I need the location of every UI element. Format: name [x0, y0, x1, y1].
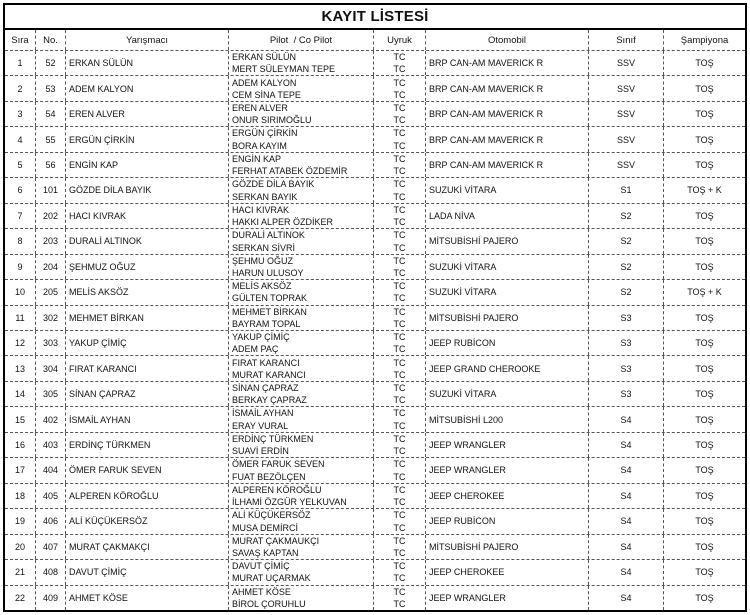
competitor-cell: ŞEHMUZ OĞUZ [65, 255, 228, 279]
car-cell: JEEP RUBİCON [425, 509, 588, 533]
table-row [5, 535, 745, 560]
copilot-name: SERKAN BAYIK [232, 191, 298, 202]
pilot-copilot-cell [228, 255, 373, 279]
class-cell: S4 [588, 458, 663, 482]
championship-cell: TOŞ [663, 306, 745, 330]
competitor-cell: AHMET KÖSE [65, 586, 228, 610]
car-cell: SUZUKİ VİTARA [425, 255, 588, 279]
pilot-name: ALPEREN KÖROĞLU [232, 484, 322, 495]
rank-cell: 11 [15, 312, 25, 323]
pilot-name: AHMET KÖSE [232, 586, 291, 597]
rank-cell: 9 [17, 261, 23, 272]
rank-cell: 10 [14, 287, 25, 298]
car-cell: JEEP WRANGLER [425, 433, 588, 457]
rank-cell: 16 [14, 440, 25, 451]
pilot-name: ENGİN KAP [232, 153, 282, 164]
pilot-name: YAKUP ÇİMİÇ [232, 332, 290, 343]
pilot-copilot-cell [228, 280, 373, 304]
pilot-name: FIRAT KARANCI [232, 357, 300, 368]
car-cell: JEEP CHEROKEE [425, 560, 588, 584]
car-cell: BRP CAN-AM MAVERICK R [425, 153, 588, 177]
championship-cell: TOŞ [663, 102, 745, 126]
competitor-cell: HACI KIVRAK [65, 204, 228, 228]
copilot-name: MURAT UÇARMAK [232, 573, 311, 584]
copilot-name: BAYRAM TOPAL [232, 318, 301, 329]
class-cell: S2 [588, 255, 663, 279]
copilot-name: SAVAŞ KAPTAN [232, 547, 299, 558]
nationality-cell [373, 484, 425, 508]
copilot-name: MUSA DEMİRCİ [232, 522, 299, 533]
competitor-cell: ADEM KALYON [65, 76, 228, 100]
start-number-cell: 405 [35, 484, 65, 508]
copilot-nationality: TC [393, 166, 406, 177]
copilot-nationality: TC [393, 64, 406, 75]
table-row [5, 280, 745, 305]
car-cell: SUZUKİ VİTARA [425, 178, 588, 202]
column-header-otomobil: Otomobil [425, 30, 588, 50]
nationality-cell [373, 51, 425, 75]
column-header-yarismaci: Yarışmacı [65, 30, 228, 50]
nationality-cell [373, 280, 425, 304]
pilot-nationality: TC [393, 510, 406, 521]
pilot-name: MELİS AKSÖZ [232, 281, 292, 292]
table-row [5, 102, 745, 127]
championship-cell: TOŞ [663, 509, 745, 533]
class-cell: S4 [588, 509, 663, 533]
pilot-name: EREN ALVER [232, 103, 288, 114]
nationality-cell [373, 204, 425, 228]
table-row [5, 306, 745, 331]
pilot-nationality: TC [393, 77, 406, 88]
copilot-name: BİROL ÇORUHLU [232, 598, 306, 609]
nationality-cell [373, 178, 425, 202]
start-number-cell: 55 [35, 127, 65, 151]
championship-cell: TOŞ [663, 153, 745, 177]
nationality-cell [373, 433, 425, 457]
class-cell: S2 [588, 204, 663, 228]
class-cell: S3 [588, 356, 663, 380]
registration-list-sheet [3, 3, 747, 612]
class-cell: S1 [588, 178, 663, 202]
class-cell: SSV [588, 102, 663, 126]
table-row [5, 433, 745, 458]
nationality-cell [373, 586, 425, 610]
table-row [5, 229, 745, 254]
class-cell: S4 [588, 407, 663, 431]
table-row [5, 407, 745, 432]
copilot-nationality: TC [393, 191, 406, 202]
pilot-nationality: TC [393, 383, 406, 393]
pilot-name: ALİ KÜÇÜKERSÖZ [232, 510, 311, 521]
championship-cell: TOŞ [663, 229, 745, 253]
rank-cell: 4 [17, 134, 23, 145]
pilot-name: DURALİ ALTINOK [232, 230, 305, 241]
nationality-cell [373, 560, 425, 584]
copilot-nationality: TC [393, 522, 406, 533]
nationality-cell [373, 102, 425, 126]
championship-cell: TOŞ [663, 407, 745, 431]
championship-cell: TOŞ [663, 255, 745, 279]
copilot-name: İLHAMİ ÖZGÜR YELKUVAN [232, 497, 347, 508]
pilot-copilot-cell [228, 153, 373, 177]
copilot-nationality: TC [393, 497, 406, 508]
pilot-name: DAVUT ÇİMİÇ [232, 561, 290, 572]
table-row [5, 127, 745, 152]
table-header-row [5, 30, 745, 51]
car-cell: MİTSUBİSHİ PAJERO [425, 535, 588, 559]
car-cell: MİTSUBİSHİ PAJERO [425, 229, 588, 253]
pilot-nationality: TC [393, 230, 406, 241]
start-number-cell: 54 [35, 102, 65, 126]
pilot-copilot-cell [228, 535, 373, 559]
pilot-name: ŞEHMU OĞUZ [232, 255, 294, 266]
pilot-name: GÖZDE DİLA BAYIK [232, 179, 315, 190]
pilot-copilot-cell [228, 586, 373, 610]
pilot-nationality: TC [393, 103, 406, 114]
table-row [5, 204, 745, 229]
pilot-copilot-cell [228, 229, 373, 253]
copilot-name: ADEM PAÇ [232, 344, 279, 355]
pilot-copilot-cell [228, 331, 373, 355]
copilot-name: MURAT KARANCI [232, 369, 306, 380]
pilot-nationality: TC [393, 128, 406, 139]
championship-cell: TOŞ [663, 484, 745, 508]
page-title: KAYIT LİSTESİ [5, 5, 745, 30]
rank-cell: 20 [14, 541, 25, 552]
copilot-name: HARUN ULUSOY [232, 267, 304, 278]
pilot-nationality: TC [393, 204, 406, 215]
pilot-copilot-cell [228, 306, 373, 330]
start-number-cell: 407 [35, 535, 65, 559]
car-cell: SUZUKİ VİTARA [425, 382, 588, 406]
start-number-cell: 403 [35, 433, 65, 457]
start-number-cell: 406 [35, 509, 65, 533]
pilot-name: MEHMET BİRKAN [232, 306, 307, 317]
car-cell: LADA NİVA [425, 204, 588, 228]
car-cell: JEEP WRANGLER [425, 458, 588, 482]
competitor-cell: ENGİN KAP [65, 153, 228, 177]
pilot-copilot-cell [228, 484, 373, 508]
copilot-nationality: TC [393, 267, 406, 278]
competitor-cell: ALİ KÜÇÜKERSÖZ [65, 509, 228, 533]
start-number-cell: 205 [35, 280, 65, 304]
pilot-name: ADEM KALYON [232, 77, 297, 88]
copilot-nationality: TC [393, 395, 406, 406]
car-cell: BRP CAN-AM MAVERICK R [425, 51, 588, 75]
pilot-nationality: TC [393, 459, 406, 470]
nationality-cell [373, 535, 425, 559]
class-cell: SSV [588, 76, 663, 100]
competitor-cell: İSMAİL AYHAN [65, 407, 228, 431]
start-number-cell: 101 [35, 178, 65, 202]
start-number-cell: 409 [35, 586, 65, 610]
pilot-nationality: TC [393, 484, 406, 495]
table-row [5, 356, 745, 381]
rank-cell: 17 [14, 465, 25, 476]
class-cell: S2 [588, 229, 663, 253]
nationality-cell [373, 407, 425, 431]
start-number-cell: 202 [35, 204, 65, 228]
pilot-copilot-cell [228, 433, 373, 457]
column-header-sampiyona: Şampiyona [663, 30, 745, 50]
championship-cell: TOŞ [663, 76, 745, 100]
copilot-nationality: TC [393, 318, 406, 329]
pilot-copilot-cell [228, 458, 373, 482]
nationality-cell [373, 255, 425, 279]
copilot-name: CEM SİNA TEPE [232, 89, 301, 100]
championship-cell: TOŞ [663, 586, 745, 610]
class-cell: S4 [588, 433, 663, 457]
rank-cell: 8 [17, 236, 23, 247]
nationality-cell [373, 76, 425, 100]
championship-cell: TOŞ [663, 356, 745, 380]
pilot-nationality: TC [393, 433, 406, 444]
copilot-nationality: TC [393, 598, 406, 609]
competitor-cell: EREN ALVER [65, 102, 228, 126]
rank-cell: 19 [14, 516, 25, 527]
start-number-cell: 304 [35, 356, 65, 380]
competitor-cell: ÖMER FARUK SEVEN [65, 458, 228, 482]
class-cell: SSV [588, 127, 663, 151]
column-header-no: No. [35, 30, 65, 50]
pilot-copilot-cell [228, 178, 373, 202]
championship-cell: TOŞ [663, 204, 745, 228]
competitor-cell: ALPEREN KÖROĞLU [65, 484, 228, 508]
pilot-copilot-cell [228, 204, 373, 228]
table-row [5, 76, 745, 101]
pilot-copilot-cell [228, 51, 373, 75]
competitor-cell: FIRAT KARANCI [65, 356, 228, 380]
pilot-nationality: TC [393, 153, 406, 164]
rank-cell: 12 [14, 338, 25, 349]
start-number-cell: 303 [35, 331, 65, 355]
rank-cell: 14 [14, 389, 25, 400]
championship-cell: TOŞ [663, 127, 745, 151]
nationality-cell [373, 331, 425, 355]
pilot-nationality: TC [393, 281, 406, 292]
copilot-name: BORA KAYIM [232, 140, 287, 151]
pilot-nationality: TC [393, 408, 406, 419]
copilot-name: SERKAN SİVRİ [232, 242, 296, 253]
pilot-name: ÖMER FARUK SEVEN [232, 459, 325, 470]
copilot-nationality: TC [393, 293, 406, 304]
pilot-copilot-cell [228, 382, 373, 406]
car-cell: JEEP GRAND CHEROOKE [425, 356, 588, 380]
table-row [5, 331, 745, 356]
rank-cell: 6 [17, 185, 23, 196]
copilot-nationality: TC [393, 471, 406, 482]
class-cell: S3 [588, 382, 663, 406]
pilot-nationality: TC [393, 255, 406, 266]
start-number-cell: 204 [35, 255, 65, 279]
championship-cell: TOŞ [663, 331, 745, 355]
nationality-cell [373, 127, 425, 151]
copilot-name: GÜLTEN TOPRAK [232, 293, 308, 304]
competitor-cell: YAKUP ÇİMİÇ [65, 331, 228, 355]
pilot-name: SİNAN ÇAPRAZ [232, 383, 299, 393]
copilot-nationality: TC [393, 547, 406, 558]
car-cell: BRP CAN-AM MAVERICK R [425, 76, 588, 100]
copilot-nationality: TC [393, 115, 406, 126]
rank-cell: 3 [17, 109, 23, 120]
table-row [5, 560, 745, 585]
copilot-nationality: TC [393, 573, 406, 584]
nationality-cell [373, 306, 425, 330]
pilot-copilot-cell [228, 509, 373, 533]
championship-cell: TOŞ [663, 535, 745, 559]
pilot-name: ERDİNÇ TÜRKMEN [232, 433, 314, 444]
championship-cell: TOŞ [663, 51, 745, 75]
table-row [5, 178, 745, 203]
car-cell: SUZUKİ VİTARA [425, 280, 588, 304]
car-cell: JEEP CHEROKEE [425, 484, 588, 508]
table-row [5, 51, 745, 76]
pilot-copilot-cell [228, 102, 373, 126]
table-row [5, 153, 745, 178]
start-number-cell: 408 [35, 560, 65, 584]
car-cell: JEEP WRANGLER [425, 586, 588, 610]
competitor-cell: SİNAN ÇAPRAZ [65, 382, 228, 406]
column-header-sira: Sıra [11, 34, 29, 46]
class-cell: S4 [588, 535, 663, 559]
start-number-cell: 404 [35, 458, 65, 482]
rank-cell: 2 [17, 83, 23, 94]
table-row [5, 484, 745, 509]
start-number-cell: 56 [35, 153, 65, 177]
copilot-name: HAKKI ALPER ÖZDİKER [232, 217, 334, 228]
start-number-cell: 302 [35, 306, 65, 330]
table-body [5, 51, 745, 610]
class-cell: S3 [588, 331, 663, 355]
copilot-nationality: TC [393, 369, 406, 380]
rank-cell: 21 [14, 567, 25, 578]
copilot-name: FERHAT ATABEK ÖZDEMİR [232, 166, 348, 177]
copilot-name: ONUR SIRIMOĞLU [232, 115, 312, 126]
championship-cell: TOŞ [663, 433, 745, 457]
copilot-name: ERAY VURAL [232, 420, 289, 431]
nationality-cell [373, 382, 425, 406]
competitor-cell: MURAT ÇAKMAKÇI [65, 535, 228, 559]
rank-cell: 15 [14, 414, 25, 425]
rank-cell: 22 [14, 592, 25, 603]
start-number-cell: 402 [35, 407, 65, 431]
competitor-cell: ERKAN SÜLÜN [65, 51, 228, 75]
pilot-copilot-cell [228, 560, 373, 584]
championship-cell: TOŞ [663, 458, 745, 482]
competitor-cell: MELİS AKSÖZ [65, 280, 228, 304]
table-row [5, 509, 745, 534]
nationality-cell [373, 509, 425, 533]
pilot-name: İSMAİL AYHAN [232, 408, 294, 419]
column-header-sinif: Sınıf [588, 30, 663, 50]
class-cell: S4 [588, 484, 663, 508]
table-row [5, 458, 745, 483]
nationality-cell [373, 458, 425, 482]
copilot-nationality: TC [393, 344, 406, 355]
pilot-name: MURAT ÇAKMAUKÇI [232, 535, 320, 546]
nationality-cell [373, 153, 425, 177]
pilot-nationality: TC [393, 179, 406, 190]
start-number-cell: 305 [35, 382, 65, 406]
table-row [5, 255, 745, 280]
class-cell: SSV [588, 51, 663, 75]
pilot-nationality: TC [393, 357, 406, 368]
copilot-nationality: TC [393, 242, 406, 253]
car-cell: MİTSUBİSHİ L200 [425, 407, 588, 431]
championship-cell: TOŞ [663, 382, 745, 406]
car-cell: MİTSUBİSHİ PAJERO [425, 306, 588, 330]
nationality-cell [373, 356, 425, 380]
car-cell: BRP CAN-AM MAVERICK R [425, 102, 588, 126]
class-cell: S2 [588, 280, 663, 304]
rank-cell: 18 [14, 490, 25, 501]
pilot-copilot-cell [228, 356, 373, 380]
pilot-nationality: TC [393, 561, 406, 572]
class-cell: SSV [588, 153, 663, 177]
competitor-cell: GÖZDE DİLA BAYIK [65, 178, 228, 202]
rank-cell: 7 [17, 210, 23, 221]
pilot-copilot-cell [228, 407, 373, 431]
pilot-copilot-cell [228, 76, 373, 100]
competitor-cell: DURALİ ALTINOK [65, 229, 228, 253]
class-cell: S4 [588, 560, 663, 584]
rank-cell: 13 [14, 363, 25, 374]
rank-cell: 5 [17, 160, 23, 171]
pilot-nationality: TC [393, 332, 406, 343]
copilot-nationality: TC [393, 140, 406, 151]
pilot-name: ERGÜN ÇİRKİN [232, 128, 298, 139]
competitor-cell: ERDİNÇ TÜRKMEN [65, 433, 228, 457]
pilot-name: ERKAN SÜLÜN [232, 52, 297, 63]
start-number-cell: 52 [35, 51, 65, 75]
pilot-name: HACI KIVRAK [232, 204, 290, 215]
car-cell: BRP CAN-AM MAVERICK R [425, 127, 588, 151]
start-number-cell: 53 [35, 76, 65, 100]
championship-cell: TOŞ + K [663, 280, 745, 304]
copilot-nationality: TC [393, 446, 406, 457]
championship-cell: TOŞ + K [663, 178, 745, 202]
copilot-nationality: TC [393, 89, 406, 100]
copilot-name: BERKAY ÇAPRAZ [232, 395, 307, 406]
table-row [5, 586, 745, 610]
copilot-nationality: TC [393, 217, 406, 228]
copilot-name: MERT SÜLEYMAN TEPE [232, 64, 336, 75]
start-number-cell: 203 [35, 229, 65, 253]
pilot-copilot-cell [228, 127, 373, 151]
class-cell: S3 [588, 306, 663, 330]
pilot-nationality: TC [393, 52, 406, 63]
car-cell: JEEP RUBİCON [425, 331, 588, 355]
column-header-uyruk: Uyruk [373, 30, 425, 50]
pilot-nationality: TC [393, 586, 406, 597]
copilot-nationality: TC [393, 420, 406, 431]
nationality-cell [373, 229, 425, 253]
competitor-cell: MEHMET BİRKAN [65, 306, 228, 330]
table-row [5, 382, 745, 407]
rank-cell: 1 [17, 58, 23, 69]
pilot-nationality: TC [393, 306, 406, 317]
pilot-nationality: TC [393, 535, 406, 546]
column-header-pilot: Pilot / Co Pilot [228, 30, 373, 50]
copilot-name: FUAT BEZÖLÇEN [232, 471, 306, 482]
copilot-name: SUAVİ ERDİN [232, 446, 289, 457]
competitor-cell: ERGÜN ÇİRKİN [65, 127, 228, 151]
competitor-cell: DAVUT ÇİMİÇ [65, 560, 228, 584]
class-cell: S4 [588, 586, 663, 610]
championship-cell: TOŞ [663, 560, 745, 584]
